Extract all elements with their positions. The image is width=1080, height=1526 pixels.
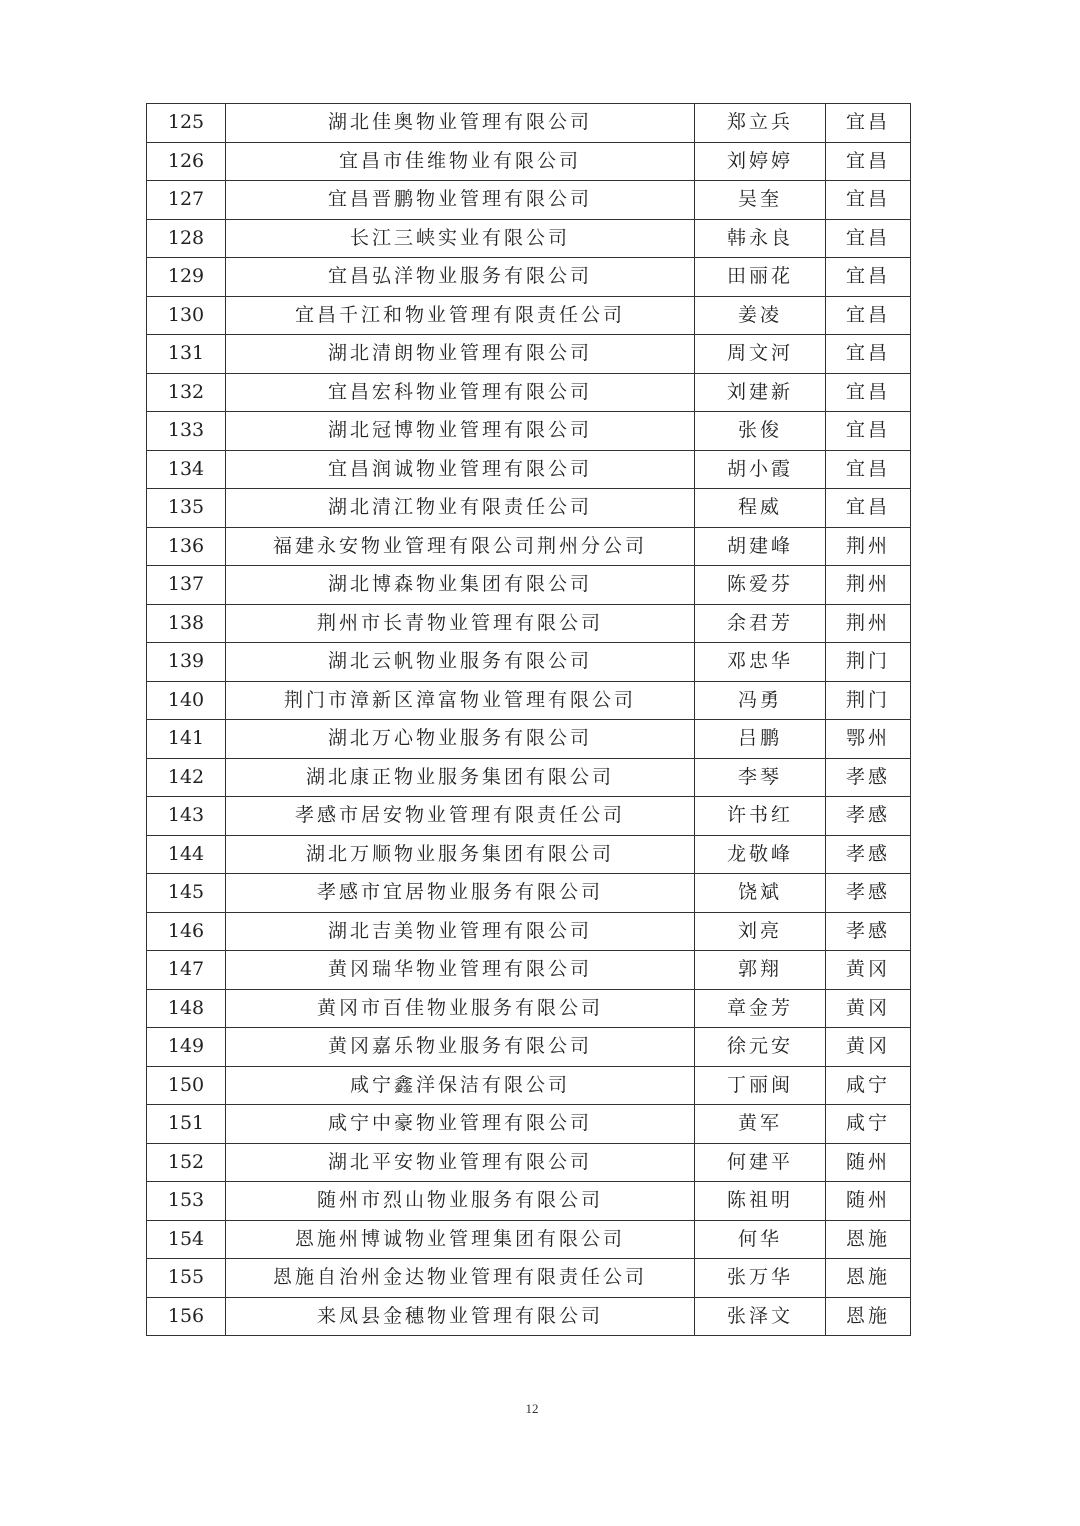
company-name-cell: 福建永安物业管理有限公司荆州分公司 — [226, 527, 695, 566]
row-number-cell: 141 — [147, 720, 226, 759]
table-row — [147, 258, 911, 297]
table-row — [147, 874, 911, 913]
row-number-cell: 147 — [147, 951, 226, 990]
contact-person-cell: 张万华 — [695, 1259, 826, 1298]
city-cell: 随州 — [826, 1182, 911, 1221]
company-name-cell: 咸宁鑫洋保洁有限公司 — [226, 1066, 695, 1105]
company-name-cell: 宜昌市佳维物业有限公司 — [226, 142, 695, 181]
city-cell: 孝感 — [826, 835, 911, 874]
table-row — [147, 412, 911, 451]
row-number-cell: 135 — [147, 489, 226, 528]
contact-person-cell: 陈爱芬 — [695, 566, 826, 605]
table-row — [147, 797, 911, 836]
city-cell: 孝感 — [826, 874, 911, 913]
table-row — [147, 489, 911, 528]
city-cell: 黄冈 — [826, 951, 911, 990]
contact-person-cell: 吕鹏 — [695, 720, 826, 759]
contact-person-cell: 何华 — [695, 1220, 826, 1259]
city-cell: 宜昌 — [826, 258, 911, 297]
row-number-cell: 134 — [147, 450, 226, 489]
row-number-cell: 127 — [147, 181, 226, 220]
contact-person-cell: 胡小霞 — [695, 450, 826, 489]
contact-person-cell: 许书红 — [695, 797, 826, 836]
row-number-cell: 132 — [147, 373, 226, 412]
company-name-cell: 咸宁中豪物业管理有限公司 — [226, 1105, 695, 1144]
city-cell: 黄冈 — [826, 989, 911, 1028]
city-cell: 鄂州 — [826, 720, 911, 759]
company-name-cell: 宜昌润诚物业管理有限公司 — [226, 450, 695, 489]
company-name-cell: 黄冈嘉乐物业服务有限公司 — [226, 1028, 695, 1067]
row-number-cell: 155 — [147, 1259, 226, 1298]
row-number-cell: 144 — [147, 835, 226, 874]
company-name-cell: 湖北冠博物业管理有限公司 — [226, 412, 695, 451]
city-cell: 荆州 — [826, 527, 911, 566]
contact-person-cell: 冯勇 — [695, 681, 826, 720]
company-name-cell: 湖北博森物业集团有限公司 — [226, 566, 695, 605]
table-row — [147, 720, 911, 759]
contact-person-cell: 刘亮 — [695, 912, 826, 951]
company-name-cell: 荆州市长青物业管理有限公司 — [226, 604, 695, 643]
city-cell: 咸宁 — [826, 1105, 911, 1144]
table-row — [147, 527, 911, 566]
contact-person-cell: 邓忠华 — [695, 643, 826, 682]
contact-person-cell: 何建平 — [695, 1143, 826, 1182]
company-name-cell: 湖北康正物业服务集团有限公司 — [226, 758, 695, 797]
row-number-cell: 138 — [147, 604, 226, 643]
company-name-cell: 湖北清江物业有限责任公司 — [226, 489, 695, 528]
row-number-cell: 126 — [147, 142, 226, 181]
company-name-cell: 湖北清朗物业管理有限公司 — [226, 335, 695, 374]
city-cell: 宜昌 — [826, 296, 911, 335]
table-row — [147, 1105, 911, 1144]
row-number-cell: 136 — [147, 527, 226, 566]
row-number-cell: 151 — [147, 1105, 226, 1144]
row-number-cell: 153 — [147, 1182, 226, 1221]
table-row — [147, 1220, 911, 1259]
city-cell: 荆州 — [826, 566, 911, 605]
table-row — [147, 1028, 911, 1067]
row-number-cell: 140 — [147, 681, 226, 720]
contact-person-cell: 田丽花 — [695, 258, 826, 297]
city-cell: 宜昌 — [826, 450, 911, 489]
row-number-cell: 156 — [147, 1297, 226, 1336]
contact-person-cell: 郑立兵 — [695, 104, 826, 143]
company-name-cell: 随州市烈山物业服务有限公司 — [226, 1182, 695, 1221]
contact-person-cell: 黄军 — [695, 1105, 826, 1144]
city-cell: 宜昌 — [826, 219, 911, 258]
contact-person-cell: 龙敬峰 — [695, 835, 826, 874]
company-name-cell: 黄冈瑞华物业管理有限公司 — [226, 951, 695, 990]
company-name-cell: 湖北万顺物业服务集团有限公司 — [226, 835, 695, 874]
city-cell: 恩施 — [826, 1259, 911, 1298]
contact-person-cell: 徐元安 — [695, 1028, 826, 1067]
city-cell: 宜昌 — [826, 373, 911, 412]
city-cell: 咸宁 — [826, 1066, 911, 1105]
contact-person-cell: 饶斌 — [695, 874, 826, 913]
table-row — [147, 758, 911, 797]
contact-person-cell: 郭翔 — [695, 951, 826, 990]
city-cell: 宜昌 — [826, 181, 911, 220]
company-name-cell: 孝感市宜居物业服务有限公司 — [226, 874, 695, 913]
table-row — [147, 1297, 911, 1336]
city-cell: 宜昌 — [826, 335, 911, 374]
city-cell: 黄冈 — [826, 1028, 911, 1067]
contact-person-cell: 章金芳 — [695, 989, 826, 1028]
table-row — [147, 296, 911, 335]
city-cell: 宜昌 — [826, 104, 911, 143]
table-row — [147, 951, 911, 990]
company-name-cell: 湖北吉美物业管理有限公司 — [226, 912, 695, 951]
table-row — [147, 912, 911, 951]
table-row — [147, 335, 911, 374]
row-number-cell: 142 — [147, 758, 226, 797]
contact-person-cell: 李琴 — [695, 758, 826, 797]
table-row — [147, 181, 911, 220]
company-name-cell: 湖北佳奥物业管理有限公司 — [226, 104, 695, 143]
contact-person-cell: 韩永良 — [695, 219, 826, 258]
table-row — [147, 450, 911, 489]
city-cell: 恩施 — [826, 1220, 911, 1259]
city-cell: 随州 — [826, 1143, 911, 1182]
table-row — [147, 566, 911, 605]
company-table — [146, 103, 911, 1336]
company-name-cell: 长江三峡实业有限公司 — [226, 219, 695, 258]
city-cell: 宜昌 — [826, 412, 911, 451]
company-name-cell: 宜昌宏科物业管理有限公司 — [226, 373, 695, 412]
row-number-cell: 128 — [147, 219, 226, 258]
table-row — [147, 142, 911, 181]
company-name-cell: 湖北万心物业服务有限公司 — [226, 720, 695, 759]
city-cell: 荆州 — [826, 604, 911, 643]
contact-person-cell: 张俊 — [695, 412, 826, 451]
city-cell: 荆门 — [826, 681, 911, 720]
contact-person-cell: 周文河 — [695, 335, 826, 374]
row-number-cell: 149 — [147, 1028, 226, 1067]
contact-person-cell: 丁丽闽 — [695, 1066, 826, 1105]
table-row — [147, 643, 911, 682]
page-number: 12 — [525, 1401, 539, 1416]
contact-person-cell: 吴奎 — [695, 181, 826, 220]
row-number-cell: 146 — [147, 912, 226, 951]
row-number-cell: 148 — [147, 989, 226, 1028]
row-number-cell: 130 — [147, 296, 226, 335]
company-name-cell: 宜昌弘洋物业服务有限公司 — [226, 258, 695, 297]
table-row — [147, 1182, 911, 1221]
contact-person-cell: 陈祖明 — [695, 1182, 826, 1221]
company-name-cell: 恩施自治州金达物业管理有限责任公司 — [226, 1259, 695, 1298]
contact-person-cell: 胡建峰 — [695, 527, 826, 566]
table-row — [147, 1259, 911, 1298]
row-number-cell: 143 — [147, 797, 226, 836]
row-number-cell: 145 — [147, 874, 226, 913]
city-cell: 荆门 — [826, 643, 911, 682]
company-name-cell: 黄冈市百佳物业服务有限公司 — [226, 989, 695, 1028]
table-row — [147, 373, 911, 412]
table-row — [147, 1066, 911, 1105]
table-row — [147, 219, 911, 258]
contact-person-cell: 余君芳 — [695, 604, 826, 643]
row-number-cell: 150 — [147, 1066, 226, 1105]
row-number-cell: 152 — [147, 1143, 226, 1182]
city-cell: 孝感 — [826, 758, 911, 797]
table-row — [147, 1143, 911, 1182]
city-cell: 宜昌 — [826, 489, 911, 528]
company-name-cell: 湖北云帆物业服务有限公司 — [226, 643, 695, 682]
contact-person-cell: 姜凌 — [695, 296, 826, 335]
row-number-cell: 129 — [147, 258, 226, 297]
table-row — [147, 604, 911, 643]
company-name-cell: 恩施州博诚物业管理集团有限公司 — [226, 1220, 695, 1259]
table-row — [147, 104, 911, 143]
table-row — [147, 835, 911, 874]
row-number-cell: 125 — [147, 104, 226, 143]
row-number-cell: 137 — [147, 566, 226, 605]
company-name-cell: 荆门市漳新区漳富物业管理有限公司 — [226, 681, 695, 720]
row-number-cell: 154 — [147, 1220, 226, 1259]
table-row — [147, 681, 911, 720]
company-table-body — [147, 104, 911, 1336]
row-number-cell: 133 — [147, 412, 226, 451]
city-cell: 孝感 — [826, 912, 911, 951]
contact-person-cell: 刘婷婷 — [695, 142, 826, 181]
contact-person-cell: 程威 — [695, 489, 826, 528]
city-cell: 孝感 — [826, 797, 911, 836]
company-name-cell: 宜昌晋鹏物业管理有限公司 — [226, 181, 695, 220]
city-cell: 恩施 — [826, 1297, 911, 1336]
company-name-cell: 来凤县金穗物业管理有限公司 — [226, 1297, 695, 1336]
table-row — [147, 989, 911, 1028]
contact-person-cell: 刘建新 — [695, 373, 826, 412]
contact-person-cell: 张泽文 — [695, 1297, 826, 1336]
company-name-cell: 宜昌千江和物业管理有限责任公司 — [226, 296, 695, 335]
city-cell: 宜昌 — [826, 142, 911, 181]
row-number-cell: 131 — [147, 335, 226, 374]
company-name-cell: 孝感市居安物业管理有限责任公司 — [226, 797, 695, 836]
company-name-cell: 湖北平安物业管理有限公司 — [226, 1143, 695, 1182]
row-number-cell: 139 — [147, 643, 226, 682]
